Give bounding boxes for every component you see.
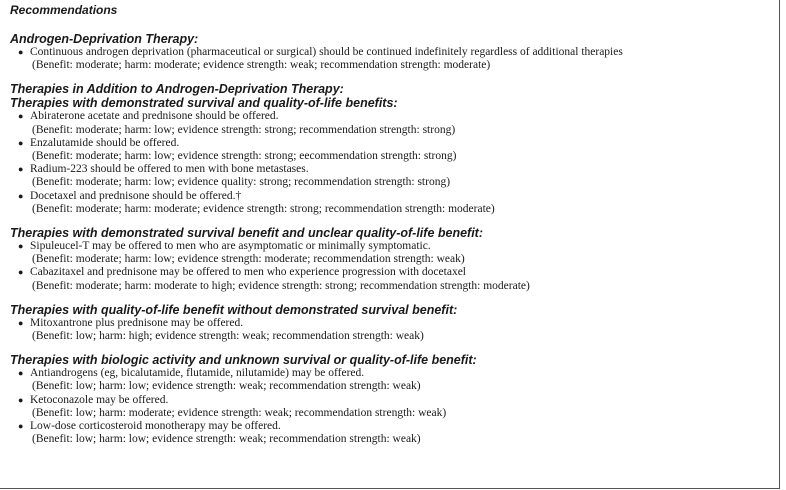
bullet-icon: ● <box>18 47 24 57</box>
recommendation-text: Mitoxantrone plus prednisone may be offered. <box>30 316 244 329</box>
list-item <box>18 137 779 163</box>
section-androgen-deprivation <box>10 32 779 72</box>
rating-text: (Benefit: low; harm: moderate; evidence strength: weak; recommendation strength: weak) <box>32 406 447 419</box>
rating-text: (Benefit: low; harm: low; evidence strength: weak; recommendation strength: weak) <box>32 433 421 446</box>
rating-text: (Benefit: moderate; harm: low; evidence strength: strong; recommendation strength: strong) <box>32 123 456 136</box>
recommendation-text: Continuous androgen deprivation (pharmaceutical or surgical) should be continued indefinitely regardless of additional therapies <box>30 46 623 58</box>
recommendation-text: Ketoconazole may be offered. <box>30 393 169 406</box>
list-item <box>18 394 779 420</box>
recommendation-text: Low-dose corticosteroid monotherapy may be offered. <box>30 420 281 433</box>
rating-text: (Benefit: moderate; harm: moderate to high; evidence strength: strong; recommendation strength: moderate) <box>32 279 530 292</box>
document-title: Recommendations <box>10 3 118 17</box>
list-item <box>18 367 779 393</box>
recommendation-list <box>10 240 779 293</box>
recommendation-text: Docetaxel and prednisone should be offered.† <box>30 189 242 202</box>
list-item <box>18 190 779 216</box>
section-subheading: Therapies with demonstrated survival and quality-of-life benefits: <box>10 96 398 111</box>
rating-text: (Benefit: moderate; harm: low; evidence quality: strong; recommendation strength: strong) <box>32 176 451 189</box>
rating-text: (Benefit: moderate; harm: low; evidence strength: moderate; recommendation strength: weak) <box>32 253 465 266</box>
bullet-icon: ● <box>18 190 24 201</box>
list-item <box>18 266 779 292</box>
recommendation-list <box>10 46 779 72</box>
list-item <box>18 163 779 189</box>
rating-text: (Benefit: low; harm: low; evidence strength: weak; recommendation strength: weak) <box>32 380 421 393</box>
list-item <box>18 46 779 72</box>
recommendation-text: Enzalutamide should be offered. <box>30 136 180 149</box>
section-heading: Therapies with quality-of-life benefit without demonstrated survival benefit: <box>10 302 458 317</box>
list-item <box>18 240 779 266</box>
rating-text: (Benefit: moderate; harm: moderate; evidence strength: weak; recommendation strength: moderate) <box>32 59 491 72</box>
list-item <box>18 420 779 446</box>
recommendation-text: Abiraterone acetate and prednisone should be offered. <box>30 110 279 123</box>
section-quality-of-life <box>10 303 779 343</box>
bullet-icon: ● <box>18 394 24 405</box>
rating-text: (Benefit: moderate; harm: moderate; evidence strength: strong; recommendation strength: moderate) <box>32 202 495 215</box>
section-survival-benefit <box>10 226 779 293</box>
section-additional-therapies <box>10 82 779 216</box>
bullet-icon: ● <box>18 267 24 278</box>
recommendation-text: Antiandrogens (eg, bicalutamide, flutamide, nilutamide) may be offered. <box>30 367 365 380</box>
list-item <box>18 317 779 343</box>
section-heading: Therapies in Addition to Androgen-Deprivation Therapy: <box>10 82 344 97</box>
section-biologic-activity <box>10 353 779 446</box>
recommendation-text: Sipuleucel-T may be offered to men who are asymptomatic or minimally symptomatic. <box>30 240 431 253</box>
bullet-icon: ● <box>18 317 24 328</box>
section-heading: Therapies with biologic activity and unknown survival or quality-of-life benefit: <box>10 353 477 368</box>
section-heading: Therapies with demonstrated survival benefit and unclear quality-of-life benefit: <box>10 226 483 241</box>
recommendation-text: Radium-223 should be offered to men with bone metastases. <box>30 163 309 176</box>
recommendation-list <box>10 110 779 216</box>
bullet-icon: ● <box>18 241 24 252</box>
bullet-icon: ● <box>18 368 24 379</box>
recommendation-list <box>10 317 779 343</box>
bullet-icon: ● <box>18 111 24 122</box>
bullet-icon: ● <box>18 421 24 432</box>
bullet-icon: ● <box>18 164 24 175</box>
section-heading: Androgen-Deprivation Therapy: <box>10 32 199 46</box>
list-item <box>18 110 779 136</box>
rating-text: (Benefit: low; harm: high; evidence strength: weak; recommendation strength: weak) <box>32 330 424 343</box>
rating-text: (Benefit: moderate; harm: low; evidence strength: strong; eecommendation strength: strong) <box>32 150 457 163</box>
recommendation-text: Cabazitaxel and prednisone may be offered to men who experience progression with docetaxel <box>30 266 466 279</box>
bullet-icon: ● <box>18 137 24 148</box>
recommendation-list <box>10 367 779 446</box>
